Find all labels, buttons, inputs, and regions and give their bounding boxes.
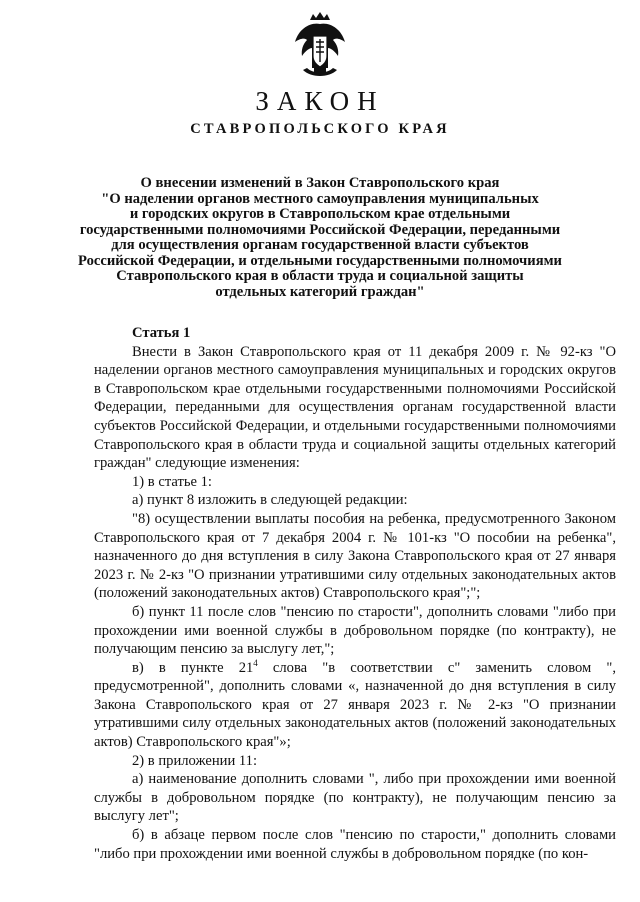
item-2a: а) наименование дополнить словами ", либо при прохождении ими военной службы в добровольном порядке (по контракту), не получающим пенсию за выслугу лет"; [94,771,616,825]
item-1a-text: "8) осуществлении выплаты пособия на ребенка, предусмотренного Законом Ставропольского края от 7 декабря 2004 г. № 101-кз "О пособии на ребенка", назначенного до дня вступления в силу Закона Ставропольского края от 27 января 2023 г. № 2-кз "О признании утратившими силу отдельных законодательных актов (положений законодательных актов) Ставропольского края";"; [94,510,616,602]
item-1: 1) в статье 1: [132,473,212,490]
heading-line: Ставропольского края в области труда и социальной защиты [116,268,524,284]
article-title: Статья 1 [132,325,191,341]
heading-line: О внесении изменений в Закон Ставропольского края [140,175,500,191]
region-title: СТАВРОПОЛЬСКОГО КРАЯ [190,121,450,137]
heading-line: государственными полномочиями Российской Федерации, переданными [79,221,561,238]
heading-line: "О наделении органов местного самоуправления муниципальных [101,190,539,207]
heading-line: и городских округов в Ставропольском крае отдельными [129,206,511,222]
item-2b: б) в абзаце первом после слов "пенсию по старости," дополнить словами "либо при прохождении ими военной службы в добровольном порядке (по кон- [94,827,616,862]
item-1c-post: слова "в соответствии с" заменить словом ", предусмотренной", дополнить словами «, назначенной до дня вступления в силу Закона Ставропольского края от 27 января 2023 г. № 2-кз "О признании утратившими силу отдельных законодательных актов (положений законодательных актов) Ставропольского края"»; [94,659,616,751]
item-1c-pre: в) в пункте 21 [132,659,254,676]
heading-line: для осуществления органам государственной власти субъектов [111,237,529,253]
stavropol-coat-of-arms-icon [293,12,347,80]
item-1c-superscript: 4 [253,657,258,668]
heading-line: Российской Федерации, и отдельными государственными полномочиями [78,252,562,269]
law-title: ЗАКОН [255,86,385,116]
law-heading [70,176,570,300]
article-intro: Внести в Закон Ставропольского края от 11 декабря 2009 г. № 92-кз "О наделении органов местного самоуправления муниципальных и городских округов в Ставропольском крае отдельными государственными полномочиями Российской Федерации, переданными для осуществления органам государственной власти субъектов Российской Федерации, и отдельными государственными полномочиями Ставропольского края в области труда и социальной защиты отдельных категорий граждан" следующие изменения: [94,343,616,472]
heading-line: отдельных категорий граждан" [215,283,425,300]
document-body [94,324,616,863]
item-1b: б) пункт 11 после слов "пенсию по старости", дополнить словами "либо при прохождении ими военной службы в добровольном порядке (по контракту), не получающим пенсию за выслугу лет,"; [94,603,616,658]
item-1c [94,659,616,752]
item-2: 2) в приложении 11: [132,752,258,769]
item-1a: а) пункт 8 изложить в следующей редакции: [132,492,408,509]
